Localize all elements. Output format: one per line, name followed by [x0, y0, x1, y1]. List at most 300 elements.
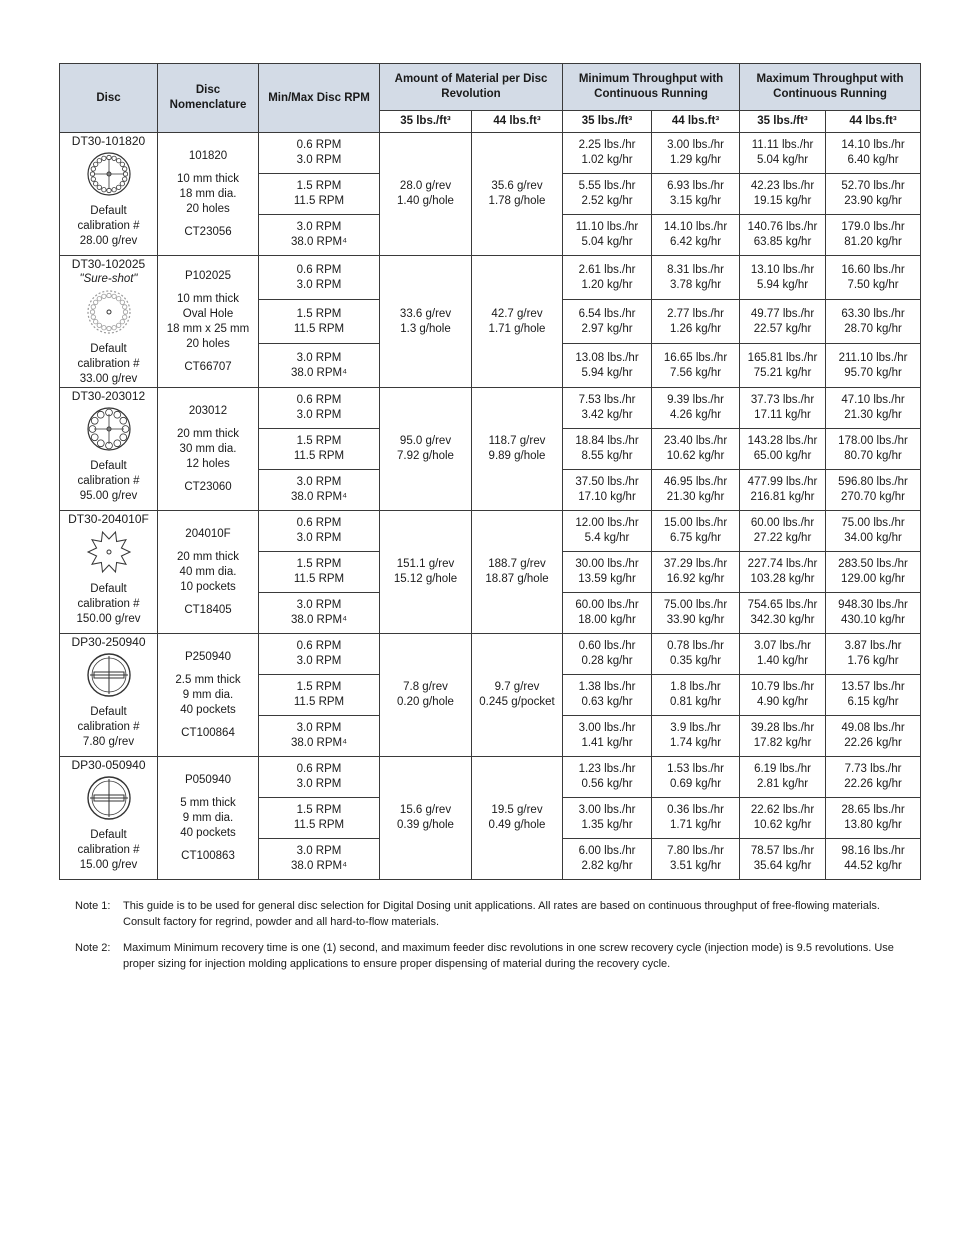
disc-cell — [60, 133, 158, 256]
default-calibration — [60, 705, 157, 750]
cell-line: 1.20 kg/hr — [581, 278, 633, 291]
note-label: Note 1: — [75, 900, 111, 912]
default-calibration — [60, 459, 157, 504]
throughput-cell-min35 — [563, 675, 652, 716]
cell-line: 40 pockets — [180, 703, 236, 716]
table-row — [60, 634, 921, 675]
cell-line: 0.20 g/hole — [397, 696, 454, 708]
throughput-cell-min35 — [563, 256, 652, 300]
cell-line: 60.00 lbs./hr — [750, 517, 815, 529]
cell-line: 11.10 lbs./hr — [575, 221, 639, 233]
throughput-cell-max44 — [826, 511, 921, 552]
rpm-cell — [259, 388, 380, 429]
throughput-cell-max35 — [740, 757, 826, 798]
cell-line: calibration # — [77, 358, 140, 370]
cell-line: 1.5 RPM — [296, 180, 342, 192]
cell-line: 3.87 lbs./hr — [844, 640, 902, 652]
cell-line: 6.42 kg/hr — [669, 236, 722, 248]
cell-line: 16.60 lbs./hr — [841, 263, 905, 276]
cell-line: 9 mm dia. — [182, 811, 234, 824]
subheader-max-44: 44 lbs.ft³ — [826, 111, 921, 133]
cell-line: 10 mm thick — [177, 292, 239, 305]
throughput-cell-min35 — [563, 429, 652, 470]
throughput-cell-min44 — [652, 174, 740, 215]
throughput-cell-max44 — [826, 344, 921, 388]
cell-line: 8.55 kg/hr — [581, 450, 633, 462]
cell-line: 1.74 kg/hr — [669, 737, 722, 749]
cell-line: 20 mm thick — [177, 427, 239, 440]
cell-line: 2.25 lbs./hr — [578, 139, 636, 151]
cell-line: calibration # — [77, 844, 140, 856]
throughput-cell-min44 — [652, 634, 740, 675]
cell-line: 11.5 RPM — [293, 450, 345, 462]
cell-line: 3.0 RPM — [296, 154, 342, 166]
cell-line: 211.10 lbs./hr — [838, 351, 908, 364]
rpm-cell — [259, 429, 380, 470]
cell-line: 2.52 kg/hr — [581, 195, 633, 207]
throughput-cell-max35 — [740, 300, 826, 344]
disc-id: DP30-050940 — [71, 758, 146, 772]
note-1 — [75, 898, 915, 930]
throughput-cell-min35 — [563, 470, 652, 511]
cell-line: 5.94 kg/hr — [756, 278, 809, 291]
cell-line: 0.69 kg/hr — [669, 778, 722, 790]
notes — [75, 898, 915, 982]
cell-line: 3.0 RPM — [296, 409, 342, 421]
subheader-min-44: 44 lbs.ft³ — [652, 111, 740, 133]
amount-cell-35 — [380, 256, 472, 388]
cell-line: 75.21 kg/hr — [753, 366, 812, 379]
cell-line: 75.00 lbs./hr — [663, 599, 728, 611]
cell-line: 42.7 g/rev — [491, 307, 543, 320]
cell-line: 6.40 kg/hr — [847, 154, 899, 166]
cell-line: 754.65 lbs./hr — [747, 599, 818, 611]
cell-line: 2.82 kg/hr — [581, 860, 633, 872]
throughput-cell-min35 — [563, 716, 652, 757]
cell-line: 33.00 g/rev — [79, 373, 138, 385]
disc-oval-holes-icon — [60, 289, 157, 340]
cell-line: 0.35 kg/hr — [669, 655, 722, 667]
cell-line: 129.00 kg/hr — [841, 573, 905, 585]
cell-line: 103.28 kg/hr — [750, 573, 815, 585]
cell-line: 5.4 kg/hr — [584, 532, 630, 544]
cell-line: 1.5 RPM — [296, 435, 342, 447]
throughput-cell-max44 — [826, 675, 921, 716]
cell-line: 1.41 kg/hr — [581, 737, 633, 749]
cell-line: 3.78 kg/hr — [669, 278, 722, 291]
cell-line: 3.9 lbs./hr — [670, 722, 721, 734]
cell-line: 3.0 RPM — [296, 778, 342, 790]
cell-line: 0.6 RPM — [296, 394, 342, 406]
default-calibration — [60, 204, 157, 249]
cell-line: 3.0 RPM — [296, 722, 342, 734]
cell-line: 10.79 lbs./hr — [750, 681, 815, 693]
part-number: P250940 — [184, 650, 232, 663]
cell-line: 98.16 lbs./hr — [841, 845, 905, 857]
rpm-cell — [259, 470, 380, 511]
throughput-cell-max44 — [826, 593, 921, 634]
default-calibration — [60, 342, 157, 387]
cell-line: 95.70 kg/hr — [844, 366, 902, 379]
cell-line: 30.00 lbs./hr — [575, 558, 639, 570]
rpm-cell — [259, 174, 380, 215]
throughput-cell-min44 — [652, 470, 740, 511]
cell-line: 1.40 g/hole — [397, 195, 454, 207]
amount-cell-35 — [380, 133, 472, 256]
cell-line: 188.7 g/rev — [488, 558, 546, 570]
cell-line: 1.40 kg/hr — [756, 655, 809, 667]
cell-line: 14.10 lbs./hr — [663, 221, 728, 233]
throughput-cell-max35 — [740, 256, 826, 300]
cell-line: 38.0 RPM⁴ — [290, 236, 348, 248]
cell-line: 44.52 kg/hr — [844, 860, 902, 872]
cell-line: 18 mm x 25 mm — [166, 322, 250, 335]
disc-description — [158, 427, 258, 472]
throughput-cell-max35 — [740, 798, 826, 839]
cell-line: 7.50 kg/hr — [847, 278, 899, 291]
cell-line: 2.5 mm thick — [175, 673, 241, 686]
cell-line: 18.84 lbs./hr — [575, 435, 639, 447]
cell-line: 47.10 lbs./hr — [841, 394, 905, 406]
cell-line: 23.40 lbs./hr — [663, 435, 728, 447]
cell-line: 1.5 RPM — [296, 307, 342, 320]
disc-description — [158, 550, 258, 595]
cell-line: 0.245 g/pocket — [479, 696, 555, 708]
amount-cell-35 — [380, 757, 472, 880]
throughput-cell-max35 — [740, 174, 826, 215]
cell-line: Default — [90, 583, 127, 595]
header-min-throughput: Minimum Throughput with Continuous Running — [563, 64, 740, 111]
disc-selection-table — [59, 63, 921, 880]
cell-line: 143.28 lbs./hr — [747, 435, 818, 447]
amount-cell-44 — [472, 388, 563, 511]
cell-line: 596.80 lbs./hr — [838, 476, 908, 488]
throughput-cell-min44 — [652, 798, 740, 839]
throughput-cell-max35 — [740, 511, 826, 552]
throughput-cell-max44 — [826, 716, 921, 757]
catalog-number: CT23056 — [184, 225, 232, 238]
cell-line: 3.0 RPM — [296, 532, 342, 544]
cell-line: 21.30 kg/hr — [844, 409, 902, 421]
nomenclature-cell — [158, 757, 259, 880]
cell-line: 1.5 RPM — [296, 804, 342, 816]
cell-line: Default — [90, 706, 127, 718]
table-row — [60, 256, 921, 300]
amount-cell-35 — [380, 634, 472, 757]
cell-line: 6.19 lbs./hr — [754, 763, 811, 775]
throughput-cell-min35 — [563, 552, 652, 593]
cell-line: 5.55 lbs./hr — [578, 180, 636, 192]
throughput-cell-max35 — [740, 470, 826, 511]
cell-line: 52.70 lbs./hr — [841, 180, 905, 192]
cell-line: 49.77 lbs./hr — [750, 307, 815, 320]
cell-line: 22.57 kg/hr — [753, 322, 812, 335]
cell-line: 38.0 RPM⁴ — [290, 491, 348, 503]
throughput-cell-max44 — [826, 174, 921, 215]
throughput-cell-max44 — [826, 215, 921, 256]
part-number: P050940 — [184, 773, 232, 786]
cell-line: 118.7 g/rev — [488, 435, 546, 447]
cell-line: 38.0 RPM⁴ — [290, 737, 348, 749]
throughput-cell-max44 — [826, 133, 921, 174]
cell-line: 15.00 g/rev — [79, 859, 138, 871]
cell-line: 3.15 kg/hr — [669, 195, 722, 207]
cell-line: 1.71 kg/hr — [669, 819, 722, 831]
default-calibration — [60, 582, 157, 627]
cell-line: 13.57 lbs./hr — [841, 681, 905, 693]
cell-line: 14.10 lbs./hr — [841, 139, 905, 151]
cell-line: 0.81 kg/hr — [669, 696, 722, 708]
cell-line: 22.26 kg/hr — [844, 737, 902, 749]
cell-line: 0.28 kg/hr — [581, 655, 633, 667]
throughput-cell-min44 — [652, 593, 740, 634]
cell-line: 2.77 lbs./hr — [667, 307, 724, 320]
disc-12-holes-icon — [60, 406, 157, 457]
cell-line: 95.00 g/rev — [79, 490, 138, 502]
cell-line: 0.63 kg/hr — [581, 696, 633, 708]
cell-line: 38.0 RPM⁴ — [290, 366, 348, 379]
cell-line: 0.6 RPM — [296, 139, 342, 151]
cell-line: 6.93 lbs./hr — [667, 180, 724, 192]
cell-line: 16.92 kg/hr — [666, 573, 725, 585]
cell-line: 2.97 kg/hr — [581, 322, 633, 335]
cell-line: 23.90 kg/hr — [844, 195, 902, 207]
cell-line: calibration # — [77, 475, 140, 487]
rpm-cell — [259, 593, 380, 634]
cell-line: 40 mm dia. — [179, 565, 237, 578]
cell-line: 1.71 g/hole — [488, 322, 546, 335]
rpm-cell — [259, 256, 380, 300]
throughput-cell-min44 — [652, 839, 740, 880]
cell-line: 10 pockets — [180, 580, 236, 593]
cell-line: 12 holes — [186, 457, 230, 470]
cell-line: calibration # — [77, 721, 140, 733]
throughput-cell-max44 — [826, 300, 921, 344]
disc-subtitle: "Sure-shot" — [79, 273, 138, 285]
catalog-number: CT100864 — [181, 726, 235, 739]
cell-line: 6.15 kg/hr — [847, 696, 899, 708]
throughput-cell-max44 — [826, 757, 921, 798]
cell-line: 1.53 lbs./hr — [667, 763, 724, 775]
cell-line: 0.6 RPM — [296, 517, 342, 529]
throughput-cell-min35 — [563, 839, 652, 880]
cell-line: 1.78 g/hole — [488, 195, 546, 207]
nomenclature-cell — [158, 388, 259, 511]
disc-description — [158, 292, 258, 352]
cell-line: Default — [90, 343, 127, 355]
throughput-cell-min35 — [563, 300, 652, 344]
header-nomenclature: Disc Nomenclature — [158, 64, 259, 133]
cell-line: Default — [90, 829, 127, 841]
cell-line: 5.04 kg/hr — [756, 154, 809, 166]
cell-line: 1.76 kg/hr — [847, 655, 899, 667]
cell-line: 80.70 kg/hr — [844, 450, 902, 462]
disc-description — [158, 673, 258, 718]
cell-line: 5 mm thick — [180, 796, 236, 809]
header-max-throughput: Maximum Throughput with Continuous Running — [740, 64, 921, 111]
cell-line: 0.39 g/hole — [397, 819, 454, 831]
throughput-cell-max44 — [826, 798, 921, 839]
cell-line: 7.53 lbs./hr — [578, 394, 636, 406]
disc-10-pockets-icon — [60, 529, 157, 580]
cell-line: 7.56 kg/hr — [669, 366, 722, 379]
throughput-cell-max44 — [826, 388, 921, 429]
rpm-cell — [259, 511, 380, 552]
throughput-cell-min44 — [652, 133, 740, 174]
note-text: This guide is to be used for general disc selection for Digital Dosing unit applications. All rates are based on continuous throughput of free-flowing materials. Consult factory for regrind, powder and all hard-to-flow materials. — [123, 900, 880, 928]
throughput-cell-max35 — [740, 429, 826, 470]
cell-line: 3.0 RPM — [296, 655, 342, 667]
rpm-cell — [259, 133, 380, 174]
amount-cell-44 — [472, 256, 563, 388]
cell-line: 19.5 g/rev — [491, 804, 543, 816]
throughput-cell-min35 — [563, 388, 652, 429]
nomenclature-cell — [158, 133, 259, 256]
note-2 — [75, 940, 915, 972]
cell-line: 37.50 lbs./hr — [575, 476, 639, 488]
cell-line: 95.0 g/rev — [399, 435, 452, 447]
throughput-cell-min35 — [563, 634, 652, 675]
throughput-cell-max35 — [740, 388, 826, 429]
disc-20-holes-icon — [60, 151, 157, 202]
cell-line: 13.08 lbs./hr — [575, 351, 639, 364]
cell-line: 3.00 lbs./hr — [667, 139, 724, 151]
cell-line: 15.12 g/hole — [393, 573, 458, 585]
part-number: 203012 — [188, 404, 228, 417]
part-number: 204010F — [185, 527, 231, 540]
cell-line: 35.64 kg/hr — [753, 860, 812, 872]
cell-line: 0.60 lbs./hr — [578, 640, 636, 652]
cell-line: Oval Hole — [182, 307, 234, 320]
cell-line: 1.5 RPM — [296, 681, 342, 693]
cell-line: 38.0 RPM⁴ — [290, 614, 348, 626]
cell-line: 227.74 lbs./hr — [747, 558, 818, 570]
throughput-cell-max44 — [826, 839, 921, 880]
cell-line: 21.30 kg/hr — [666, 491, 725, 503]
cell-line: 11.5 RPM — [293, 819, 345, 831]
cell-line: 3.0 RPM — [296, 221, 342, 233]
catalog-number: CT18405 — [184, 603, 232, 616]
amount-cell-44 — [472, 634, 563, 757]
cell-line: 0.49 g/hole — [488, 819, 546, 831]
throughput-cell-min44 — [652, 716, 740, 757]
cell-line: 10.62 kg/hr — [753, 819, 812, 831]
cell-line: 12.00 lbs./hr — [575, 517, 639, 529]
cell-line: 0.6 RPM — [296, 763, 342, 775]
cell-line: 27.22 kg/hr — [753, 532, 812, 544]
throughput-cell-min44 — [652, 388, 740, 429]
rpm-cell — [259, 675, 380, 716]
disc-id: DT30-102025 — [71, 257, 146, 271]
table-row — [60, 511, 921, 552]
cell-line: 18 mm dia. — [179, 187, 237, 200]
disc-id: DT30-101820 — [71, 134, 146, 148]
cell-line: 3.00 lbs./hr — [578, 722, 636, 734]
throughput-cell-min44 — [652, 757, 740, 798]
cell-line: 1.5 RPM — [296, 558, 342, 570]
throughput-cell-min35 — [563, 593, 652, 634]
cell-line: calibration # — [77, 598, 140, 610]
rpm-cell — [259, 798, 380, 839]
throughput-cell-min44 — [652, 429, 740, 470]
cell-line: 4.26 kg/hr — [669, 409, 722, 421]
table-body — [60, 133, 921, 880]
subheader-amount-35: 35 lbs./ft³ — [380, 111, 472, 133]
cell-line: 11.5 RPM — [293, 573, 345, 585]
cell-line: 0.6 RPM — [296, 263, 342, 276]
throughput-cell-min35 — [563, 133, 652, 174]
cell-line: calibration # — [77, 220, 140, 232]
cell-line: 1.3 g/hole — [400, 322, 451, 335]
part-number: 101820 — [188, 149, 228, 162]
cell-line: 3.42 kg/hr — [581, 409, 633, 421]
cell-line: 13.10 lbs./hr — [750, 263, 815, 276]
cell-line: 28.70 kg/hr — [844, 322, 902, 335]
cell-line: 28.00 g/rev — [79, 235, 138, 247]
cell-line: 10 mm thick — [177, 172, 239, 185]
cell-line: 1.29 kg/hr — [669, 154, 722, 166]
cell-line: 342.30 kg/hr — [750, 614, 815, 626]
cell-line: 65.00 kg/hr — [753, 450, 812, 462]
catalog-number: CT23060 — [184, 480, 232, 493]
disc-id: DP30-250940 — [71, 635, 146, 649]
disc-cell — [60, 388, 158, 511]
table-row — [60, 757, 921, 798]
throughput-cell-max35 — [740, 552, 826, 593]
cell-line: 75.00 lbs./hr — [841, 517, 905, 529]
throughput-cell-min44 — [652, 344, 740, 388]
rpm-cell — [259, 716, 380, 757]
cell-line: 0.78 lbs./hr — [667, 640, 724, 652]
cell-line: 19.15 kg/hr — [753, 195, 812, 207]
cell-line: 63.30 lbs./hr — [841, 307, 905, 320]
throughput-cell-min35 — [563, 757, 652, 798]
cell-line: 15.6 g/rev — [399, 804, 452, 816]
cell-line: 9.7 g/rev — [494, 681, 540, 693]
part-number: P102025 — [184, 269, 232, 282]
header-amount: Amount of Material per Disc Revolution — [380, 64, 563, 111]
cell-line: 78.57 lbs./hr — [750, 845, 815, 857]
cell-line: 10.62 kg/hr — [666, 450, 725, 462]
throughput-cell-min35 — [563, 798, 652, 839]
throughput-cell-max35 — [740, 215, 826, 256]
cell-line: 3.0 RPM — [296, 845, 342, 857]
cell-line: 18.87 g/hole — [485, 573, 549, 585]
cell-line: 37.29 lbs./hr — [663, 558, 728, 570]
throughput-cell-min35 — [563, 511, 652, 552]
cell-line: 2.61 lbs./hr — [578, 263, 636, 276]
cell-line: 165.81 lbs./hr — [747, 351, 818, 364]
cell-line: 151.1 g/rev — [396, 558, 455, 570]
cell-line: 34.00 kg/hr — [844, 532, 902, 544]
nomenclature-cell — [158, 511, 259, 634]
cell-line: 28.65 lbs./hr — [841, 804, 905, 816]
cell-line: 430.10 kg/hr — [841, 614, 905, 626]
cell-line: 3.00 lbs./hr — [578, 804, 636, 816]
cell-line: 17.10 kg/hr — [578, 491, 636, 503]
cell-line: 0.6 RPM — [296, 640, 342, 652]
cell-line: 11.5 RPM — [293, 696, 345, 708]
throughput-cell-max35 — [740, 133, 826, 174]
disc-cell — [60, 256, 158, 388]
cell-line: 4.90 kg/hr — [756, 696, 809, 708]
cell-line: 7.73 lbs./hr — [844, 763, 902, 775]
subheader-max-35: 35 lbs./ft³ — [740, 111, 826, 133]
throughput-cell-min35 — [563, 215, 652, 256]
nomenclature-cell — [158, 256, 259, 388]
cell-line: 9 mm dia. — [182, 688, 234, 701]
cell-line: 178.00 lbs./hr — [838, 435, 908, 447]
